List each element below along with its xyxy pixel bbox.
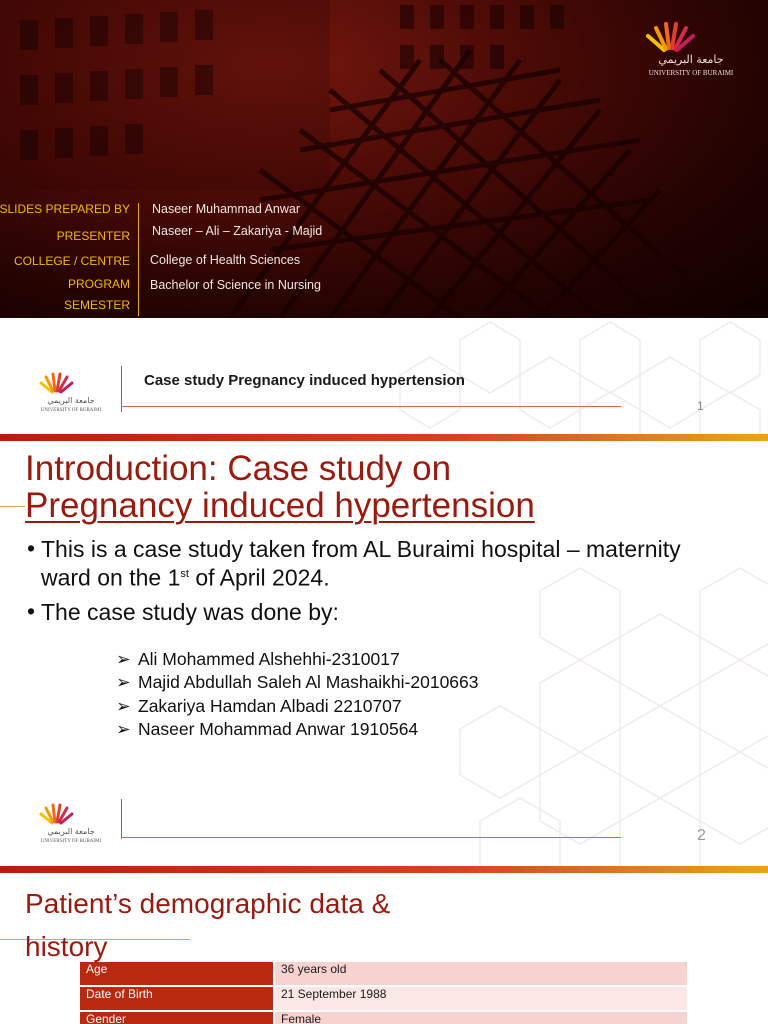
divider-horizontal <box>121 837 621 838</box>
label-program: PROGRAM <box>67 277 130 291</box>
arrow-bullet-icon: ➢ <box>116 695 131 716</box>
introduction-slide <box>0 441 768 866</box>
label-prepared-by: SLIDES PREPARED BY <box>0 202 130 216</box>
slide-title-line1: Patient’s demographic data & <box>25 888 391 919</box>
logo-arabic: جامعة البريمي <box>658 53 724 66</box>
slide-title-line2: history <box>25 931 108 962</box>
slide-title-line2: Pregnancy induced hypertension <box>25 486 535 525</box>
arrow-bullet-icon: ➢ <box>116 672 131 693</box>
row-key: Gender <box>80 1011 274 1024</box>
list-item: ➢ Majid Abdullah Saleh Al Mashaikhi-2010663 <box>116 672 479 693</box>
bullet-marker: • <box>27 598 36 624</box>
row-value: 36 years old <box>274 962 687 986</box>
table-row <box>80 1011 687 1024</box>
row-key: Age <box>80 962 274 986</box>
team-members-list <box>116 649 479 742</box>
university-logo <box>636 18 746 80</box>
label-college: COLLEGE / CENTRE <box>13 254 130 268</box>
label-presenter: PRESENTER <box>56 229 130 243</box>
slide-title-line1: Introduction: Case study on <box>25 449 452 488</box>
value-college: College of Health Sciences <box>150 253 301 267</box>
label-semester: SEMESTER <box>63 298 130 312</box>
logo-arabic: جامعة البريمي <box>47 827 95 836</box>
arrow-bullet-icon: ➢ <box>116 649 131 669</box>
table-row <box>80 986 687 1011</box>
value-program: Bachelor of Science in Nursing <box>150 278 321 292</box>
logo-english: UNIVERSITY OF BURAIMI <box>40 839 102 844</box>
section-title: Case study Pregnancy induced hypertension <box>144 372 465 389</box>
list-item: ➢ Ali Mohammed Alshehhi-2310017 <box>116 649 400 669</box>
bullet-case-source: • This is a case study taken from AL Buraimi hospital – maternity ward on the 1st of April 2024. <box>27 535 681 591</box>
row-value: Female <box>274 1011 687 1024</box>
list-item: ➢ Naseer Mohammad Anwar 1910564 <box>116 718 419 739</box>
section-title-slide <box>0 320 768 434</box>
value-presenter: Naseer – Ali – Zakariya - Majid <box>152 224 323 238</box>
title-slide <box>0 0 768 318</box>
title-accent-line <box>0 506 25 507</box>
demographics-slide <box>0 873 768 1024</box>
info-divider <box>138 203 139 316</box>
row-key: Date of Birth <box>80 986 274 1011</box>
university-logo <box>32 370 110 414</box>
logo-english: UNIVERSITY OF BURAIMI <box>648 69 734 77</box>
divider-horizontal <box>121 406 621 407</box>
divider-vertical <box>121 799 122 839</box>
slide-number: 2 <box>697 827 706 844</box>
logo-english: UNIVERSITY OF BURAIMI <box>40 408 102 413</box>
arrow-bullet-icon: ➢ <box>116 718 131 739</box>
table-row <box>80 962 687 986</box>
row-value: 21 September 1988 <box>274 986 687 1011</box>
bullet-marker: • <box>27 535 36 561</box>
slide-number: 1 <box>697 399 704 413</box>
university-logo <box>32 801 110 845</box>
list-item: ➢ Zakariya Hamdan Albadi 2210707 <box>116 695 402 716</box>
bullet-done-by: • The case study was done by: <box>27 598 339 625</box>
logo-arabic: جامعة البريمي <box>47 396 95 405</box>
slide-separator-band <box>0 866 768 873</box>
slide-separator-band <box>0 434 768 441</box>
value-prepared-by: Naseer Muhammad Anwar <box>152 202 300 216</box>
demographics-table <box>80 962 687 1024</box>
